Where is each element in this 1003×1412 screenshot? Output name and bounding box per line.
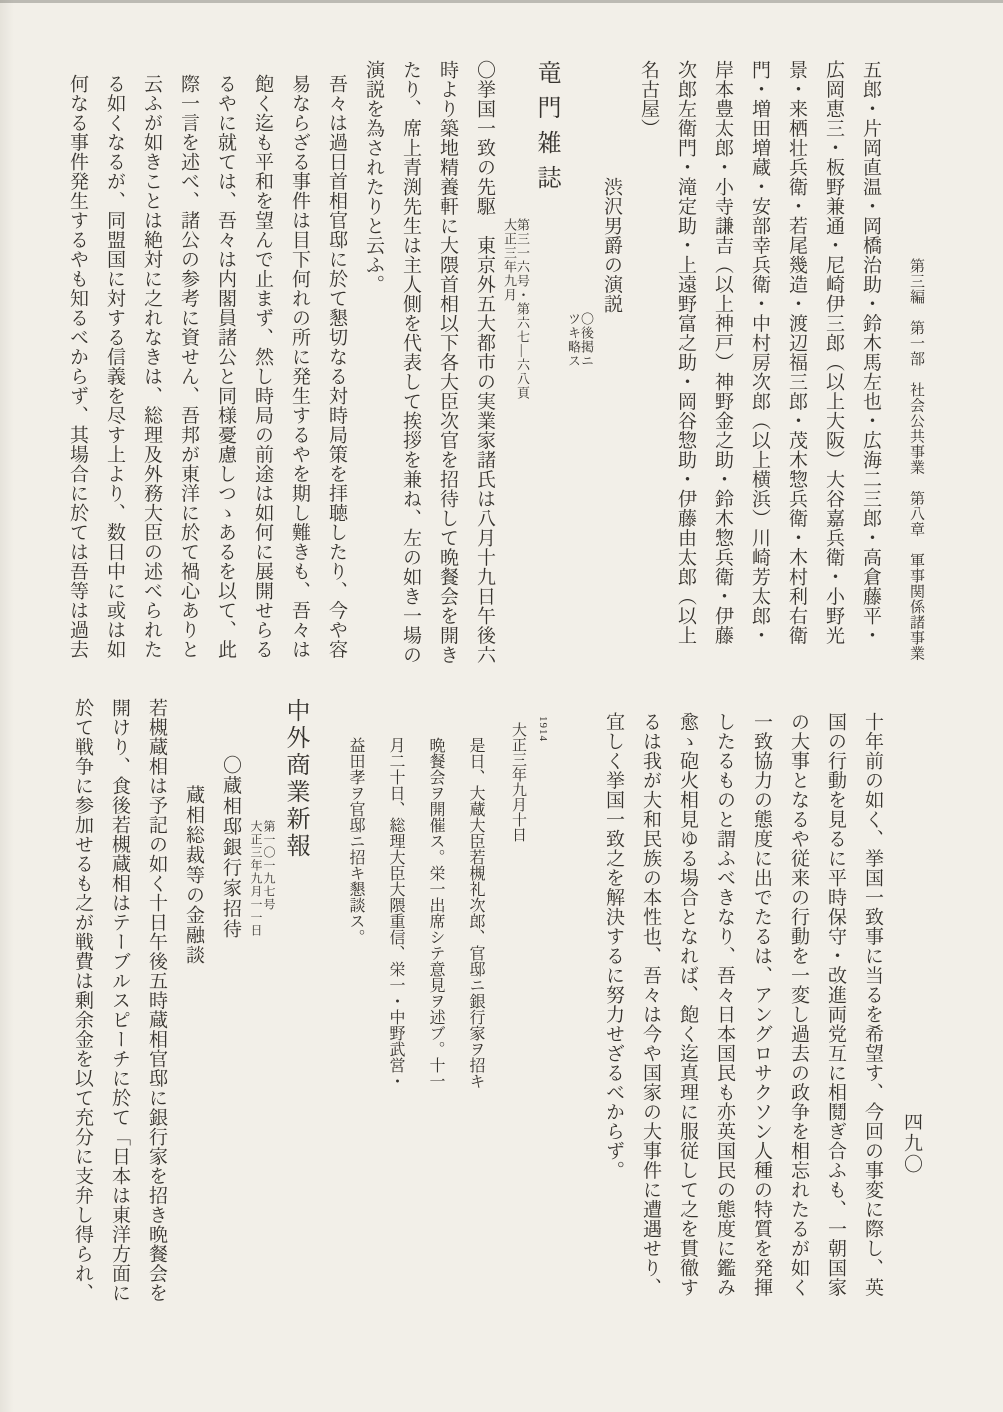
journal-title: 竜門雑誌 [533,60,559,200]
speech-quote-column: の大事となるや従来の行動を一変し過去の政争を相忘れたるが如く [788,712,809,1297]
speech-quote-column: 吾々は過日首相官邸に於て懇切なる対時局策を拝聴したり、今や容 [326,74,347,659]
newspaper-issue [249,698,275,1304]
speech-quote-column: 易ならざる事件は目下何れの所に発生するやを期し難きも、吾々は [289,74,310,659]
article-column: 〇挙国一致の先駆 東京外五大都市の実業家諸氏は八月十九日午後六 [474,60,495,665]
article-subheading: 蔵相総裁等の金融談 [183,785,204,965]
journal-issue [503,60,529,678]
speech-note-line: ツキ略ス [566,312,581,368]
article-column: たり、席上青渕先生は主人側を代表して挨拶を兼ね、左の如き一場の [400,60,421,665]
article-column: 於て戦争に参加せるも之が戦費は剰余金を以て充分に支弁し得られ、 [72,698,93,1303]
attendees-column: 門・増田増蔵・安部幸兵衛・中村房次郎（以上横浜）川崎芳太郎・ [749,60,770,645]
speech-quote-column: 何なる事件発生するやも知るべからず、其場合に於ては吾等は過去 [67,74,88,659]
newspaper-title: 中外商業新報 [282,698,308,860]
speech-quote-column: るやに就ては、吾々は内閣員諸公と同様憂慮しつゝあるを以て、此 [215,74,236,659]
newspaper-issue-line: 大正三年九月一一日 [249,820,263,937]
attendees-column: 次郎左衛門・滝定助・上遠野富之助・岡谷惣助・伊藤由太郎（以上 [675,60,696,645]
article-column: 開けり、食後若槻蔵相はテーブルスピーチに於て「日本は東洋方面に [109,698,130,1303]
speech-quote-column: 宜しく挙国一致之を解決するに努力せざるべからず。 [603,712,624,1180]
article-heading: 〇蔵相邸銀行家招待 [220,755,241,940]
speech-quote-column: 国の行動を見るに平時保守・改進両党互に相鬩ぎ合ふも、一朝国家 [825,712,846,1297]
speech-quote-column: るは我が大和民族の本性也、吾々は今や国家の大事件に遭遇せり、 [640,712,661,1297]
speech-quote-column: したるものと謂ふべきなり、吾々日本国民も亦英国民の態度に鑑み [714,712,735,1297]
speech-quote-column: 際一言を述べ、諸公の参考に資せん、吾邦が東洋に於て禍心ありと [178,74,199,659]
page-number: 四九〇 [901,1112,922,1175]
newspaper-heading [249,698,315,1304]
attendees-column: 岸本豊太郎・小寺謙吉（以上神戸）神野金之助・鈴木惣兵衛・伊藤 [712,60,733,645]
diary-column: 益田孝ヲ官邸ニ招キ懇談ス。 [347,737,364,945]
speech-quote-column: 云ふが如きことは絶対に之れなきは、総理及外務大臣の述べられた [141,74,162,659]
diary-column: 月二十日、総理大臣大隈重信、栄一・中野武営・ [387,737,404,1089]
speech-quote-column: 飽く迄も平和を望んで止まず、然し時局の前途は如何に展開せらる [252,74,273,659]
attendees-column: 名古屋） [638,60,659,138]
speech-heading-label: 渋沢男爵の演説 [601,177,622,314]
speech-heading [567,60,630,678]
journal-issue-line: 大正三年九月 [502,218,517,302]
diary-date: 大正三年九月十日 [510,722,526,842]
journal-heading [503,60,563,678]
speech-quote-column: 愈ゝ砲火相見ゆる場合となれば、飽く迄真理に服従して之を貫徹す [677,712,698,1297]
diary-column: 是日、大蔵大臣若槻礼次郎、官邸ニ銀行家ヲ招キ [467,737,484,1089]
running-head: 第三編 第一部 社会公共事業 第八章 軍事関係諸事業 [908,258,924,661]
speech-quote-column: 十年前の如く、挙国一致事に当るを希望す、今回の事変に際し、英 [862,712,883,1297]
article-column: 若槻蔵相は予記の如く十日午後五時蔵相官邸に銀行家を招き晩餐会を [146,698,167,1303]
attendees-column: 五郎・片岡直温・岡橋治助・鈴木馬左也・広海二三郎・高倉藤平・ [860,60,881,645]
diary-column: 晩餐会ヲ開催ス。栄一出席シテ意見ヲ述ブ。十一 [427,737,444,1089]
speech-note-line: 〇後掲ニ [579,312,594,368]
speech-quote-column: 一致協力の態度に出でたるは、アングロサクソン人種の特質を発揮 [751,712,772,1297]
speech-heading-note [567,60,593,678]
upper-text-block [59,60,889,678]
lower-text-block [64,698,891,1304]
attendees-column: 広岡恵三・板野兼通・尼崎伊三郎（以上大阪）大谷嘉兵衛・小野光 [823,60,844,645]
newspaper-issue-line: 第一〇一九七号 [262,820,276,911]
speech-quote-column: る如くなるが、同盟国に対する信義を尽す上より、数日中に或は如 [104,74,125,659]
article-column: 演説を為されたりと云ふ。 [363,60,384,294]
article-column: 時より築地精養軒に大隈首相以下各大臣次官を招待して晩餐会を開き [437,60,458,665]
journal-issue-line: 第三一六号・第六七—六八頁 [515,218,530,400]
diary-year-note: 1914 [537,716,549,742]
attendees-column: 景・来栖壮兵衛・若尾幾造・渡辺福三郎・茂木惣兵衛・木村利右衛 [786,60,807,645]
